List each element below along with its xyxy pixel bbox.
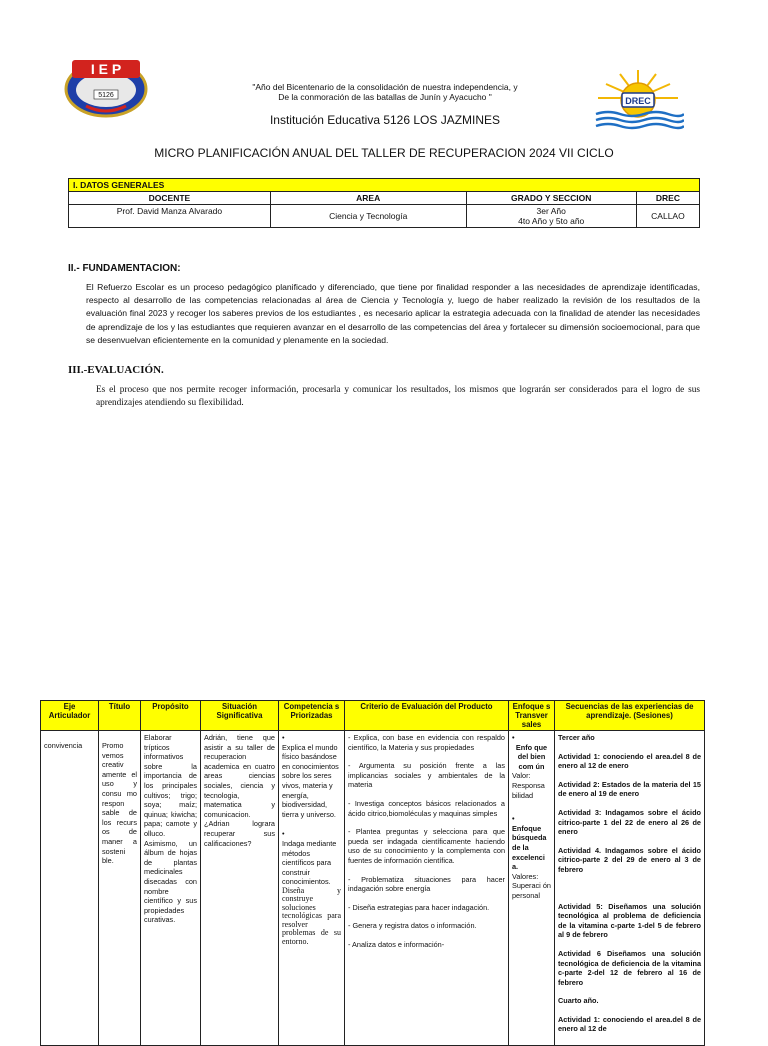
grado-line-2: 4to Año y 5to año [518,216,585,226]
general-data-table [68,178,700,228]
secuencia-item: Actividad 4. Indagamos sobre el ácido citrico-parte 2 del 29 de enero al 3 de febrero [558,845,701,874]
school-name: Institución Educativa 5126 LOS JAZMINES [269,113,501,127]
competencia-2-bullet: • [282,829,285,839]
enfoque-1-valor: Valor: Responsa bilidad [512,771,545,800]
school-logo [64,56,148,118]
matrix-header-row [41,701,705,731]
criterio-item: - Argumenta su posición frente a las implicancias sociales y ambientales de la materia [348,761,505,790]
grado-line-1: 3er Año [536,206,566,216]
plan-title: MICRO PLANIFICACIÓN ANUAL DEL TALLER DE RECUPERACION 2024 VII CICLO [154,146,614,160]
competencia-1-bullet: • [282,733,285,742]
situacion-value: Adrián, tiene que asistir a su taller de recuperacion academica en cuatro areas ciencias sociales, ciencia y tecnologia, matematica y comunicacion. ¿Adrian lograra recuperar sus calificaciones? [201,731,279,1046]
grado-value [466,205,636,228]
eje-value: convivencia [41,731,99,1046]
header-docente: DOCENTE [69,192,271,205]
header-area: AREA [270,192,466,205]
motto-line-2: De la conmoración de las batallas de Junín y Ayacucho " [278,92,492,102]
fundamentacion-text: El Refuerzo Escolar es un proceso pedagógico planificado y diferenciado, que tiene por finalidad responder a las necesidades de aprendizaje identificadas, respecto al desarrollo de las competencias relacionadas al área de Ciencia y Tecnología y, luego de haber realizado la revisión de los resultados de la evaluación final 2023 y recoger los saberes previos de los estudiantes , es necesario aplicar la estrategia adecuada con la finalidad de atender las necesidades de aprendizaje de los y las estudiantes que requieren avanzar en el desarrollo de las competencias del área y fortalecer su dimensión socioemocional, para que se desenvuelvan eficientemente en la comunidad y plenamente en la sociedad. [86,282,700,345]
competencia-1: Explica el mundo físico basándose en conocimientos sobre los seres vivos, materia y energía, biodiversidad, tierra y universo. [282,742,339,819]
logo-left-number: 5126 [98,92,114,99]
col-competencias: Competencia s Priorizadas [279,701,345,731]
planning-matrix [40,700,705,1046]
secuencia-item: Tercer año [558,733,595,742]
col-proposito: Propósito [141,701,201,731]
secuencia-item: Actividad 6 Diseñamos una solución tecnológica de deficiencia de la vitamina c-parte 2-del 12 de febrero al 16 de febrero [558,948,701,987]
enfoque-2-valor: Valores: Superaci ón personal [512,871,551,900]
table-row [41,731,705,1046]
col-criterio: Criterio de Evaluación del Producto [345,701,509,731]
competencia-3: Diseña y construye soluciones tecnológicas para resolver problemas de su entorno. [282,885,341,946]
criterio-item: - Genera y registra datos o información. [348,921,477,931]
criterio-item: - Investiga conceptos básicos relacionados a ácido citrico,biomoléculas y maquinas simples [348,798,505,818]
criterio-item: - Explica, con base en evidencia con respaldo científico, la Materia y sus propiedades [348,733,505,752]
motto [170,82,600,102]
enfoque-2-bullet: • [512,814,515,824]
logo-left-text: I E P [90,61,122,77]
evaluacion-heading: III.-EVALUACIÓN. [68,364,164,376]
criterios-cell [345,731,509,1046]
proposito-value: Elaborar trípticos informativos sobre la importancia de los principales cultivos; trigo; soya; maíz; quinua; kiwicha; papa; camote y olluco. Asimismo, un álbum de hojas de plantas medicinales disecadas con nombre científico y sus propiedades curativas. [141,731,201,1046]
drec-logo [592,68,684,130]
logo-right-text: DREC [625,96,651,106]
col-situacion: Situación Significativa [201,701,279,731]
competencia-2: Indaga mediante métodos científicos para construir conocimientos. [282,838,337,887]
col-enfoques: Enfoque s Transver sales [509,701,555,731]
criterio-item: - Problematiza situaciones para hacer indagación sobre energía [348,874,505,894]
criterio-item: - Diseña estrategias para hacer indagación. [348,902,490,912]
area-value: Ciencia y Tecnología [270,205,466,228]
enfoque-1: Enfo que del bien com ún [515,742,548,771]
secuencia-spacer [558,884,701,893]
enfoque-2: Enfoque búsqueda de la excelenci a. [512,823,547,872]
header-drec: DREC [636,192,699,205]
secuencia-item: Actividad 1: conociendo el area.del 8 de enero al 12 de enero [558,751,701,771]
secuencia-item: Actividad 5: Diseñamos una solución tecnológica al problema de deficiencia de la vitamina c-parte 1-del 5 de febrero al 9 de febrero [558,901,701,940]
criterio-item: - Plantea preguntas y selecciona para que pueda ser indagada científicamente haciendo uso de su conocimiento y la complementa con fuentes de información científica. [348,827,505,865]
general-section-label: I. DATOS GENERALES [69,179,700,192]
motto-line-1: "Año del Bicentenario de la consolidación de nuestra independencia, y [252,82,518,92]
competencias-cell [279,731,345,1046]
secuencias-cell [555,731,705,1046]
enfoque-1-bullet: • [512,733,515,742]
col-secuencias: Secuencias de las experiencias de aprendizaje. (Sesiones) [555,701,705,731]
header-grado: GRADO Y SECCION [466,192,636,205]
secuencia-item: Actividad 2: Estados de la materia del 15 de enero al 19 de enero [558,779,701,799]
criterio-item: - Analiza datos e información- [348,939,445,949]
secuencia-item: Cuarto año. [558,996,599,1006]
titulo-value: Promo vemos creativ amente el uso y consu mo respon sable de los recurs os de maner a sosteni ble. [99,731,141,1046]
secuencia-item: Actividad 3: Indagamos sobre el ácido citrico-parte 1 del 22 de enero al 26 de enero [558,807,701,837]
enfoques-cell [509,731,555,1046]
secuencia-item: Actividad 1: conociendo el area.del 8 de enero al 12 de [558,1014,701,1034]
drec-value: CALLAO [636,205,699,228]
col-titulo: Título [99,701,141,731]
col-eje: Eje Articulador [41,701,99,731]
fundamentacion-heading: II.- FUNDAMENTACION: [68,263,181,274]
evaluacion-text: Es el proceso que nos permite recoger información, procesarla y comunicar los resultados, los mismos que lograrán ser considerados para el logro de sus aprendizajes atendiendo su flexibilidad. [96,385,700,408]
docente-value: Prof. David Manza Alvarado [69,205,271,228]
